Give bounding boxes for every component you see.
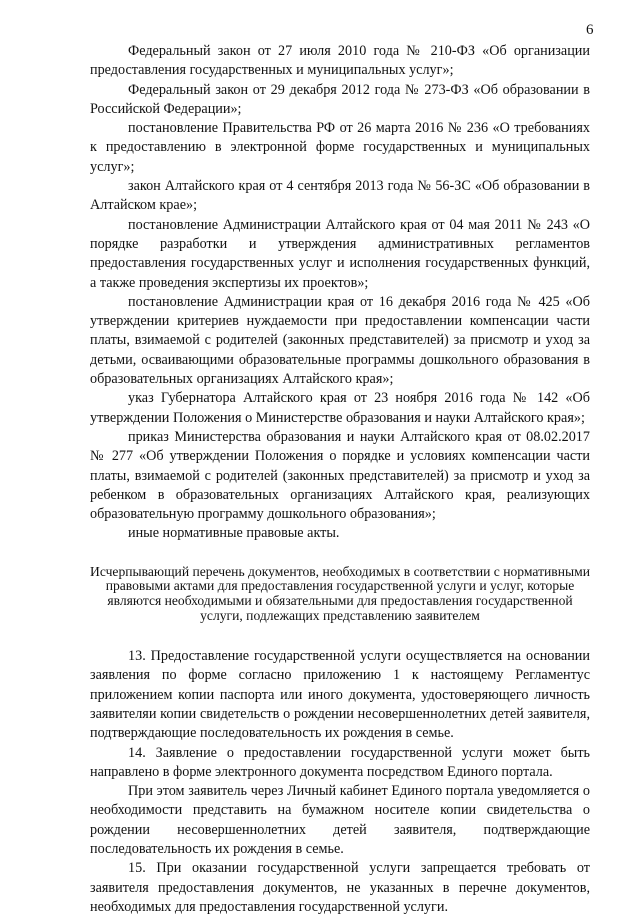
legal-act-item: Федеральный закон от 29 декабря 2012 года № 273-ФЗ «Об образовании в Российской Федерации»; [90,81,590,117]
legal-act-item: приказ Министерства образования и науки Алтайского края от 08.02.2017 № 277 «Об утверждении Положения о порядке и условиях компенсации части платы, взимаемой с родителей (законных представителей) за присмотр и уход за ребенком в образовательных организациях Алтайского края, реализующих образовательную программу дошкольного образования»; [90,428,590,523]
legal-act-item: закон Алтайского края от 4 сентября 2013 года № 56-ЗС «Об образовании в Алтайском крае»; [90,178,590,214]
legal-act-item: Федеральный закон от 27 июля 2010 года № 210-ФЗ «Об организации предоставления государственных и муниципальных услуг»; [90,43,590,79]
clause-paragraph: При этом заявитель через Личный кабинет Единого портала уведомляется о необходимости представить на бумажном носителе копии свидетельства о рождении несовершеннолетних детей заявителя, подтверждающие последовательность их рождения в семье. [90,783,590,858]
clause-paragraph: 15. При оказании государственной услуги запрещается требовать от заявителя предоставления документов, не указанных в перечне документов, необходимых для предоставления государственной услуги. [90,860,590,915]
document-body [90,42,590,917]
section-heading: Исчерпывающий перечень документов, необходимых в соответствии с нормативными правовыми актами для предоставления государственной услуги и услуг, которые являются необходимыми и обязательными для предоставления государственной услуги, подлежащих представлению заявителем [90,563,591,623]
legal-act-item: постановление Администрации края от 16 декабря 2016 года № 425 «Об утверждении критериев нуждаемости при предоставлении компенсации части платы, взимаемой с родителей (законных представителей) за присмотр и уход за детьми, осваивающими образовательные программы дошкольного образования в образовательных организациях Алтайского края»; [90,293,590,388]
legal-act-item: постановление Администрации Алтайского края от 04 мая 2011 № 243 «О порядке разработки и утверждения административных регламентов предоставления государственных услуг и исполнения государственных функций, а также проведения экспертизы их проектов»; [90,216,590,291]
legal-act-item: указ Губернатора Алтайского края от 23 ноября 2016 года № 142 «Об утверждении Положения о Министерстве образования и науки Алтайского края»; [90,390,590,426]
clause-paragraph: 13. Предоставление государственной услуги осуществляется на основании заявления по форме согласно приложению 1 к настоящему Регламентус приложением копии паспорта или иного документа, удостоверяющего личность заявителяи копии свидетельств о рождении несовершеннолетних детей заявителя, подтверждающие последовательность их рождения в семье. [90,648,590,742]
clause-paragraph: 14. Заявление о предоставлении государственной услуги может быть направлено в форме электронного документа посредством Единого портала. [90,744,590,780]
legal-act-item: постановление Правительства РФ от 26 марта 2016 № 236 «О требованиях к предоставлению в электронной форме государственных и муниципальных услуг»; [90,120,590,175]
legal-act-item: иные нормативные правовые акты. [128,525,340,542]
page-number: 6 [586,22,594,38]
